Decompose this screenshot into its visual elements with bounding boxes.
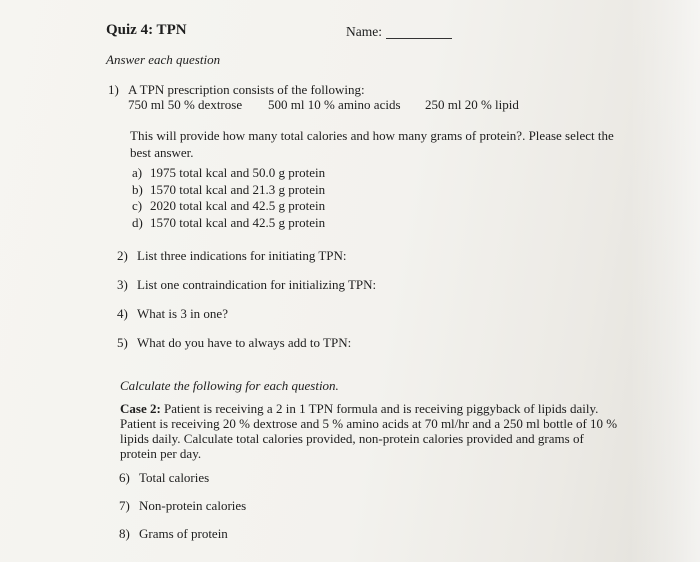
question-3: 3) List one contraindication for initializing TPN: xyxy=(117,277,377,292)
option-c: c) 2020 total kcal and 42.5 g protein xyxy=(132,198,326,213)
question-6: 6) Total calories xyxy=(119,470,210,485)
question-5: 5) What do you have to always add to TPN: xyxy=(117,335,352,350)
option-b: b) 1570 total kcal and 21.3 g protein xyxy=(132,181,326,197)
question-2: 2) List three indications for initiating TPN: xyxy=(117,248,347,263)
case-label: Case 2: xyxy=(120,401,161,416)
question-8: 8) Grams of protein xyxy=(119,526,228,541)
name-blank-line xyxy=(386,38,452,39)
question-number: 1) xyxy=(108,82,119,97)
name-label: Name: xyxy=(346,24,382,39)
question-text: A TPN prescription consists of the following: xyxy=(128,82,365,97)
photo-glare xyxy=(630,0,700,562)
question-1-prompt: This will provide how many total calories and how many grams of protein?. Please select the best answer. xyxy=(130,128,614,160)
calculation-heading: Calculate the following for each question. xyxy=(120,378,339,393)
case-2-description xyxy=(120,401,620,461)
instructions: Answer each question xyxy=(106,52,221,67)
case-text: Patient is receiving a 2 in 1 TPN formula and is receiving piggyback of lipids daily. Patient is receiving 20 % dextrose and 5 % amino acids at 70 ml/hr and a 250 ml bottle of 10 % lipids daily. Calculate total calories provided, non-protein calories provided and grams of protein per day. xyxy=(120,401,618,461)
rx-item-lipid: 250 ml 20 % lipid xyxy=(425,97,519,112)
question-1-intro xyxy=(108,82,365,98)
page-title: Quiz 4: TPN xyxy=(106,22,187,38)
option-a: a) 1975 total kcal and 50.0 g protein xyxy=(132,165,326,180)
rx-item-dextrose: 750 ml 50 % dextrose xyxy=(128,97,243,112)
answer-options xyxy=(132,165,325,231)
rx-item-amino-acids: 500 ml 10 % amino acids xyxy=(268,97,401,112)
question-7: 7) Non-protein calories xyxy=(119,498,247,513)
question-4: 4) What is 3 in one? xyxy=(117,306,228,321)
option-d: d) 1570 total kcal and 42.5 g protein xyxy=(132,214,326,230)
